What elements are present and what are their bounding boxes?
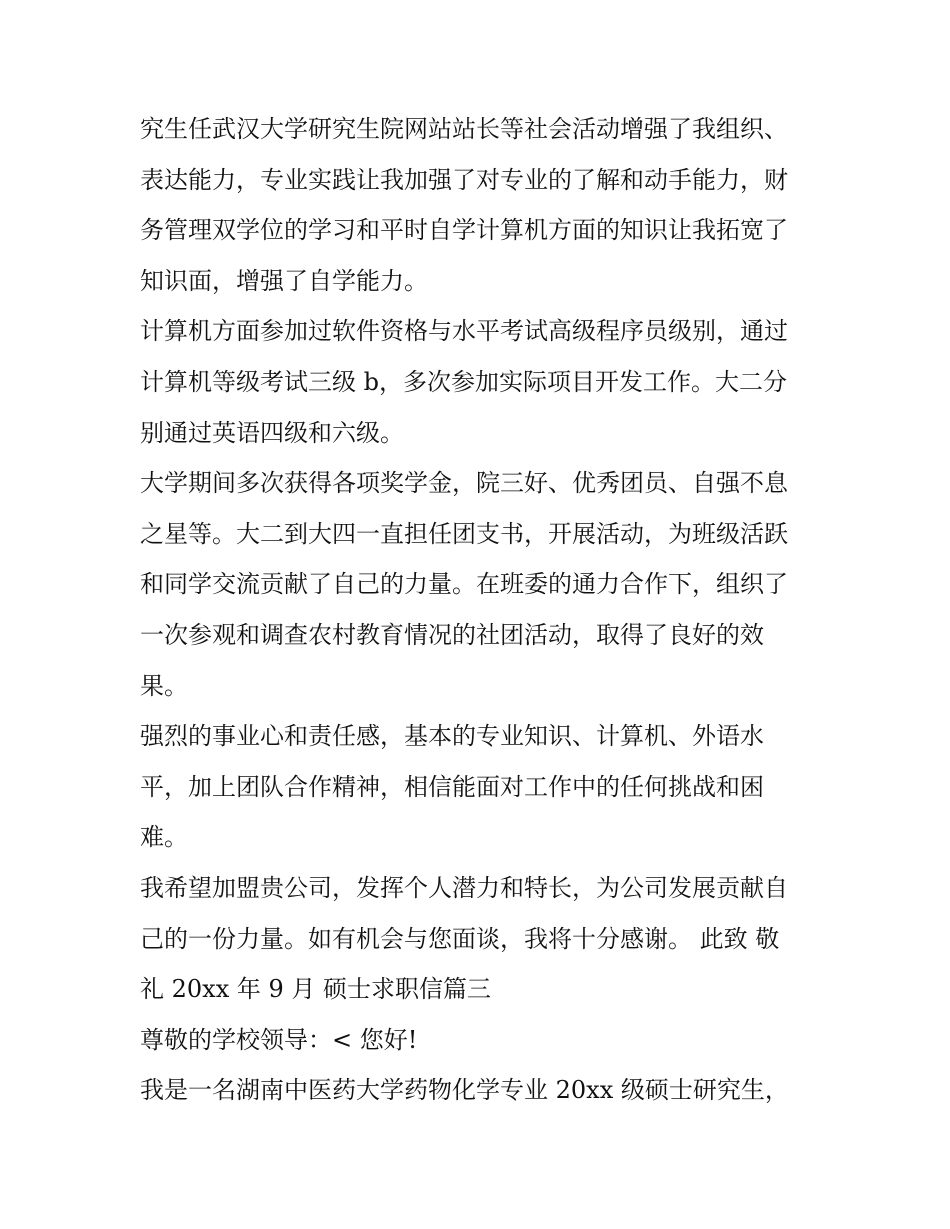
text-line: 强烈的事业心和责任感，基本的专业知识、计算机、外语水	[140, 722, 764, 751]
text-line: 果。	[140, 671, 188, 700]
letter-body	[140, 104, 820, 1116]
text-line: 究生任武汉大学研究生院网站站长等社会活动增强了我组织、	[140, 115, 788, 143]
text-line: 平，加上团队合作精神，相信能面对工作中的任何挑战和困	[140, 772, 764, 801]
text-line: 计算机等级考试三级 b，多次参加实际项目开发工作。大二分	[140, 367, 787, 396]
text-line: 计算机方面参加过软件资格与水平考试高级程序员级别，通过	[140, 317, 788, 346]
text-line: 别通过英语四级和六级。	[140, 418, 404, 447]
text-line: 表达能力，专业实践让我加强了对专业的了解和动手能力，财	[140, 165, 788, 194]
text-line: 难。	[140, 823, 188, 852]
text-line: 礼 20xx 年 9 月 硕士求职信篇三	[140, 975, 492, 1004]
text-line: 我是一名湖南中医药大学药物化学专业 20xx 级硕士研究生，	[140, 1076, 789, 1105]
text-line: 务管理双学位的学习和平时自学计算机方面的知识让我拓宽了	[140, 216, 788, 245]
text-line: 和同学交流贡献了自己的力量。在班委的通力合作下，组织了	[140, 570, 788, 599]
text-line: 己的一份力量。如有机会与您面谈，我将十分感谢。 此致 敬	[140, 924, 780, 953]
text-line: 知识面，增强了自学能力。	[140, 266, 428, 295]
text-line: 一次参观和调查农村教育情况的社团活动，取得了良好的效	[140, 620, 764, 649]
text-line: 尊敬的学校领导：< 您好!	[140, 1025, 418, 1054]
text-line: 大学期间多次获得各项奖学金，院三好、优秀团员、自强不息	[140, 469, 788, 498]
text-line: 我希望加盟贵公司，发挥个人潜力和特长，为公司发展贡献自	[140, 873, 788, 902]
text-line: 之星等。大二到大四一直担任团支书，开展活动，为班级活跃	[140, 519, 788, 548]
